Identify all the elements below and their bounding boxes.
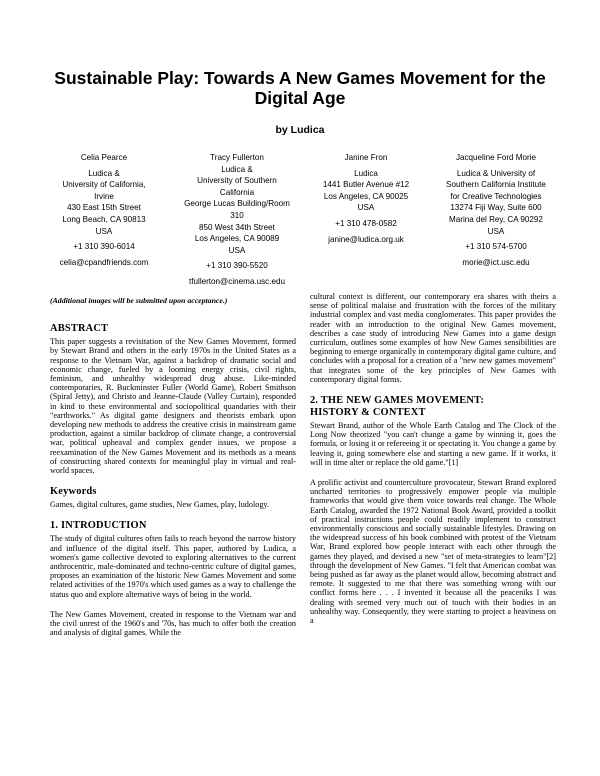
author-name: Janine Fron bbox=[344, 153, 388, 162]
author-address-line: Los Angeles, CA 90089 bbox=[194, 234, 280, 244]
author-address-line: 1441 Butler Avenue #12 bbox=[322, 180, 410, 190]
author-block bbox=[177, 152, 297, 288]
author-address-line: 430 East 15th Street bbox=[67, 203, 141, 213]
author-address-line: Long Beach, CA 90813 bbox=[62, 214, 146, 224]
author-address-line: Los Angeles, CA 90025 bbox=[323, 191, 409, 201]
right-column bbox=[310, 292, 556, 625]
author-email: tfullerton@cinema.usc.edu bbox=[189, 276, 285, 286]
introduction-paragraph: cultural context is different, our contemporary era shares with theirs a sense of political malaise and frustration with the forces of the military industrial complex and vast media conglomerates. This paper provides the reader with an introduction to the original New Games movement, describes a case study of introducing New Games into a game design curriculum, outlines some examples of how New Games sensibilities are beginning to emerge organically in contemporary digital game culture, and concludes with a proposal for a creation of a "new new games movement" that integrates some of the key principles of New Games with contemporary digital forms. bbox=[310, 292, 556, 384]
author-block bbox=[308, 152, 424, 245]
abstract-text: This paper suggests a revisitation of the New Games Movement, formed by Stewart Brand and others in the early 1970s in the United States as a response to the Vietnam War, against a backdrop of dramatic social and economic change, fueled by a looming energy crisis, civil rights, feminism, and unhealthy widespread drug abuse. Like-minded contemporaries, R. Buckminster Fuller (World Game), Robert Smithson (Spiral Jetty), and Christo and Jeanne-Claude (Valley Curtain), responded in kind to these environmental and sociopolitical quandaries with their "earthworks." As digital game designers and theorists embark upon developing new methods to address the creative crisis in mainstream game production, against a similar backdrop of climate change, a controversial war, political upheaval and complex gender issues, we propose a reexamination of the New Games Movement and its methods as a means of constructing shared contexts for meaningful play in virtual and real-world spaces. bbox=[50, 337, 296, 476]
author-address-line: USA bbox=[487, 226, 505, 236]
author-phone: +1 310 390-5520 bbox=[206, 261, 268, 271]
author-address-line: USA bbox=[95, 226, 113, 236]
author-phone: +1 310 390-6014 bbox=[73, 242, 135, 252]
author-affiliation-line: California bbox=[219, 187, 255, 197]
history-paragraph: A prolific activist and counterculture provocateur, Stewart Brand explored uncharted territories to progressively empower people via multiple frameworks that would give them voice towards real change. The Whole Earth Catalog, awarded the 1972 National Book Award, provided a toolkit of practical instructions people could readily implement to construct environmentally conscious and socially sustainable lifestyles. Drawing on the widespread success of his book combined with protest of the Vietnam War, Brand explored how people interact with each other through the games they played, and devised a new "set of meta-strategies to learn"[2] through the development of New Games. "I felt that American combat was being pushed as far away as the planet would allow, becoming abstract and remote. It suggested to me that there was something wrong with our conflict forms here . . . I invented it because all the peaceniks I was dealing with seemed very much out of touch with their bodies in an unhealthy way. Consequently, they were starting to project a heaviness on a bbox=[310, 478, 556, 626]
keywords-text: Games, digital cultures, game studies, New Games, play, ludology. bbox=[50, 500, 270, 510]
author-email: celia@cpandfriends.com bbox=[59, 257, 149, 267]
author-email: janine@ludica.org.uk bbox=[328, 234, 404, 244]
history-heading-line: HISTORY & CONTEXT bbox=[310, 407, 426, 419]
author-affiliation-line: for Creative Technologies bbox=[450, 191, 542, 201]
introduction-paragraph: The New Games Movement, created in response to the Vietnam war and the civil unrest of the 1960's and '70s, has much to offer both the creation and analysis of digital games. While the bbox=[50, 609, 296, 638]
author-affiliation-line: Ludica & University of bbox=[456, 168, 536, 178]
submission-note: (Additional images will be submitted upon acceptance.) bbox=[50, 296, 228, 305]
author-affiliation-line: Ludica bbox=[354, 168, 378, 178]
introduction-paragraph: The study of digital cultures often fails to reach beyond the narrow history and influence of the digital itself. This paper, authored by Ludica, a women's game collective devoted to exploring alternatives to the current anthrocentric, male-dominated and techno-centric culture of digital games, proposes an examination of the historic New Games Movement and some related activities of the 1970's which used games as a way to challenge the status quo and explore alternative ways of being in the world. bbox=[50, 534, 296, 599]
author-address-line: 310 bbox=[230, 210, 244, 220]
author-affiliation-line: Ludica & bbox=[221, 164, 253, 174]
history-heading bbox=[310, 395, 556, 419]
author-name: Tracy Fullerton bbox=[210, 153, 264, 162]
author-address-line: USA bbox=[357, 203, 375, 213]
author-affiliation-line: University of Southern bbox=[197, 176, 277, 186]
paper-title: Sustainable Play: Towards A New Games Movement for the Digital Age bbox=[54, 68, 546, 108]
author-affiliation-line: Irvine bbox=[94, 191, 114, 201]
author-block bbox=[430, 152, 562, 268]
author-affiliation-line: Ludica & bbox=[88, 168, 120, 178]
author-address-line: George Lucas Building/Room bbox=[184, 199, 290, 209]
history-paragraph: Stewart Brand, author of the Whole Earth Catalog and The Clock of the Long Now theorized "you can't change a game by winning it, goes the formula, or losing it or refereeing it or spectating it. You change a game by leaving it, going somewhere else and starting a new game. If it works, it will in time alter or replace the old game."[1] bbox=[310, 421, 556, 467]
author-affiliation-line: University of California, bbox=[62, 180, 146, 190]
author-affiliation-line: Southern California Institute bbox=[446, 180, 546, 190]
abstract-heading: ABSTRACT bbox=[50, 323, 109, 335]
history-heading-line: 2. THE NEW GAMES MOVEMENT: bbox=[310, 395, 485, 407]
author-address-line: Marina del Rey, CA 90292 bbox=[449, 214, 543, 224]
author-name: Jacqueline Ford Morie bbox=[455, 153, 537, 162]
author-phone: +1 310 478-0582 bbox=[335, 218, 397, 228]
author-address-line: USA bbox=[228, 245, 246, 255]
keywords-heading: Keywords bbox=[50, 486, 97, 498]
author-address-line: 850 West 34th Street bbox=[199, 222, 275, 232]
author-name: Celia Pearce bbox=[80, 153, 128, 162]
author-address-line: 13274 Fiji Way, Suite 600 bbox=[450, 203, 542, 213]
byline: by Ludica bbox=[275, 124, 325, 136]
introduction-heading: 1. INTRODUCTION bbox=[50, 520, 147, 532]
author-phone: +1 310 574-5700 bbox=[465, 242, 527, 252]
author-email: morie@ict.usc.edu bbox=[462, 257, 530, 267]
author-block bbox=[46, 152, 162, 268]
left-column bbox=[50, 296, 296, 637]
